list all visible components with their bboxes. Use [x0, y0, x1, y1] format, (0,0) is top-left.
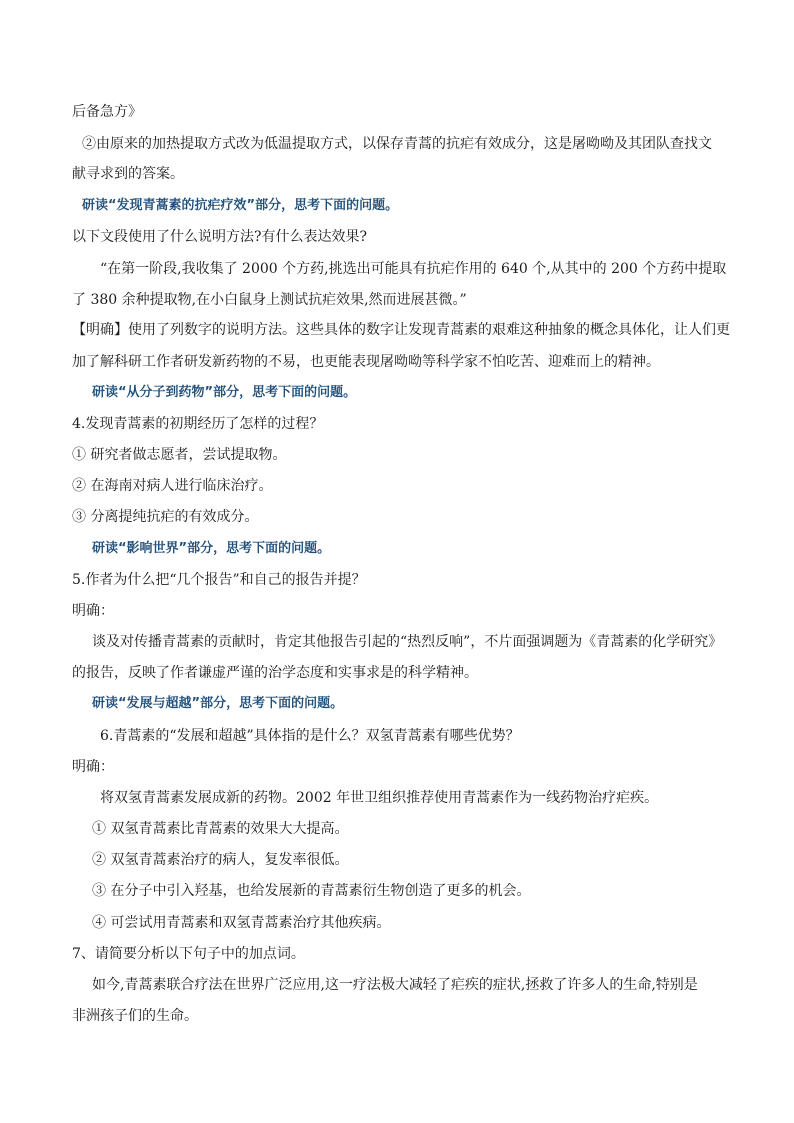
question-line: 4.发现青蒿素的初期经历了怎样的过程？ — [72, 416, 324, 432]
quote-line: 了 380 余种提取物,在小白鼠身上测试抗疟效果,然而进展甚微。” — [72, 292, 467, 308]
text-line: 以下文段使用了什么说明方法?有什么表达效果? — [72, 229, 368, 245]
question-line: 5.作者为什么把“几个报告”和自己的报告并提？ — [72, 572, 366, 588]
section-heading: 研读“影响世界”部分，思考下面的问题。 — [92, 541, 331, 556]
list-item: ② 在海南对病人进行临床治疗。 — [72, 478, 273, 494]
text-line: 如今,青蒿素联合疗法在世界广泛应用,这一疗法极大减轻了疟疾的症状,拯救了许多人的生命,特别是 — [92, 977, 698, 993]
list-item: ① 双氢青蒿素比青蒿素的效果大大提高。 — [92, 821, 349, 837]
list-item: ③ 分离提纯抗疟的有效成分。 — [72, 509, 259, 525]
section-heading: 研读“发现青蒿素的抗疟疗效”部分，思考下面的问题。 — [82, 198, 399, 213]
answer-line: 将双氢青蒿素发展成新的药物。2002 年世卫组织推荐使用青蒿素作为一线药物治疗疟疾。 — [100, 790, 659, 806]
answer-label: 明确： — [72, 603, 114, 619]
section-heading: 研读“从分子到药物”部分，思考下面的问题。 — [92, 385, 357, 400]
list-item: ③ 在分子中引入羟基，也给发展新的青蒿素衍生物创造了更多的机会。 — [92, 883, 531, 899]
text-line: 献寻求到的答案。 — [72, 166, 184, 182]
text-line: ②由原来的加热提取方式改为低温提取方式，以保存青蒿的抗疟有效成分，这是屠呦呦及其团队查找文 — [82, 136, 712, 152]
section-heading: 研读“发展与超越”部分，思考下面的问题。 — [92, 696, 344, 711]
answer-line: 的报告，反映了作者谦虚严谨的治学态度和实事求是的科学精神。 — [72, 665, 478, 681]
question-line: 6.青蒿素的“发展和超越”具体指的是什么？双氢青蒿素有哪些优势？ — [100, 728, 520, 744]
answer-line: 谈及对传播青蒿素的贡献时，肯定其他报告引起的“热烈反响”，不片面强调题为《青蒿素的化学研究》 — [92, 634, 723, 650]
answer-line: 加了解科研工作者研发新药物的不易，也更能表现屠呦呦等科学家不怕吃苦、迎难而上的精神。 — [72, 354, 660, 370]
list-item: ② 双氢青蒿素治疗的病人，复发率很低。 — [92, 852, 349, 868]
list-item: ④ 可尝试用青蒿素和双氢青蒿素治疗其他疾病。 — [92, 915, 391, 931]
quote-line: “在第一阶段,我收集了 2000 个方药,挑选出可能具有抗疟作用的 640 个,从其中的 200 个方药中提取 — [100, 261, 727, 277]
answer-line: 【明确】使用了列数字的说明方法。这些具体的数字让发现青蒿素的艰难这种抽象的概念具体化，让人们更 — [72, 322, 730, 338]
list-item: ① 研究者做志愿者，尝试提取物。 — [72, 447, 287, 463]
text-line: 非洲孩子们的生命。 — [72, 1008, 198, 1024]
answer-label: 明确： — [72, 759, 114, 775]
question-line: 7、请简要分析以下句子中的加点词。 — [72, 946, 305, 962]
text-line: 后备急方》 — [72, 104, 142, 120]
